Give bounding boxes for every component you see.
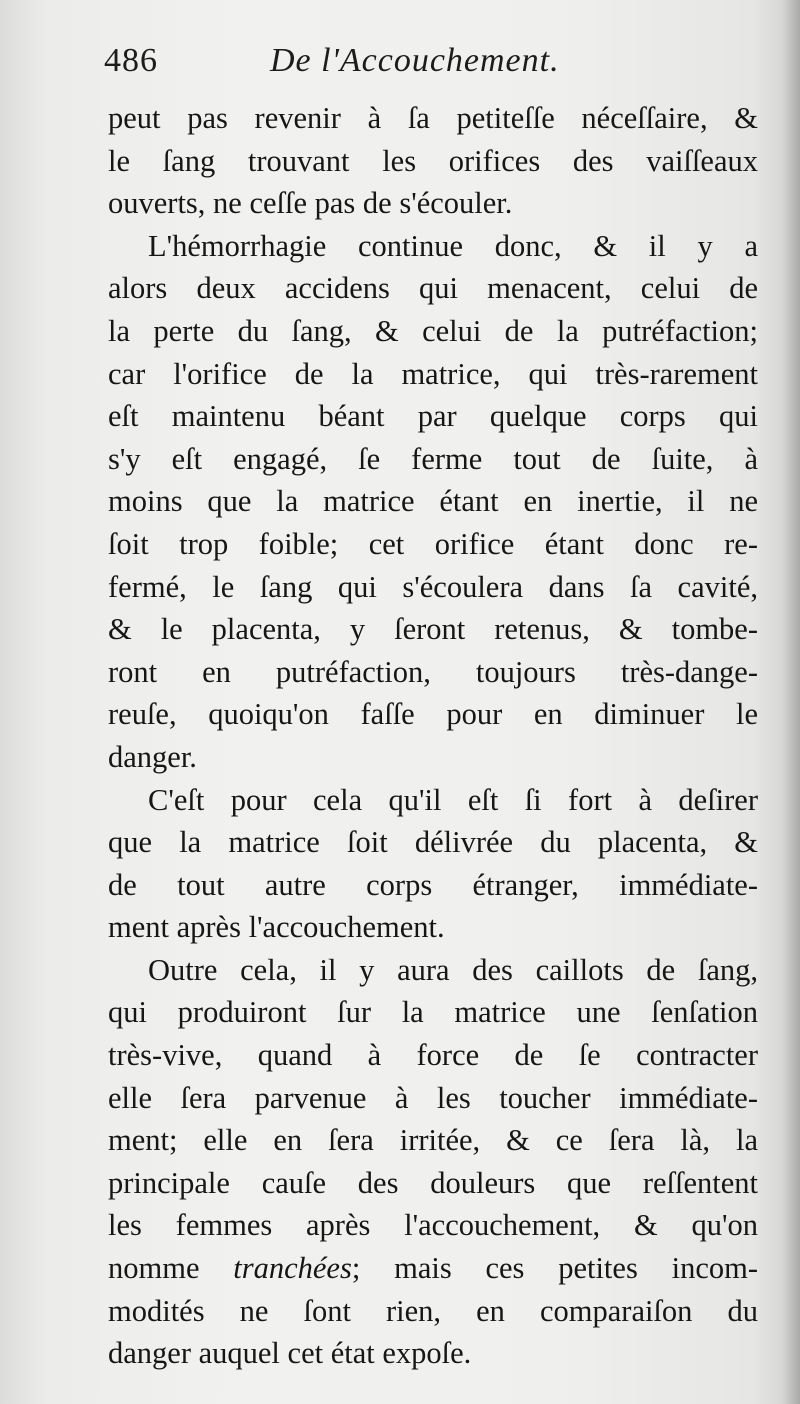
text-line: la perte du ſang, & celui de la putréfaction;: [108, 313, 758, 348]
text-line: moins que la matrice étant en inertie, il ne: [108, 484, 758, 519]
text-segment: ; mais ces petites incom-: [351, 1251, 758, 1286]
text-line: C'eſt pour cela qu'il eſt ſi fort à deſirer: [148, 782, 758, 817]
text-line: & le placenta, y ſeront retenus, & tombe-: [108, 612, 758, 647]
text-line: s'y eſt engagé, ſe ferme tout de ſuite, à: [108, 441, 758, 476]
text-line: danger.: [108, 739, 197, 774]
text-line: que la matrice ſoit délivrée du placenta, &: [108, 825, 758, 860]
text-line: très-vive, quand à force de ſe contracter: [108, 1038, 758, 1073]
text-line: elle ſera parvenue à les toucher immédiate-: [108, 1080, 758, 1115]
text-line: qui produiront ſur la matrice une ſenſation: [108, 995, 758, 1030]
text-line: alors deux accidens qui menacent, celui de: [108, 271, 758, 306]
text-line: L'hémorrhagie continue donc, & il y a: [148, 228, 758, 263]
text-line: [108, 1247, 758, 1290]
text-line: car l'orifice de la matrice, qui très-rarement: [108, 356, 758, 391]
text-line: le ſang trouvant les orifices des vaiſſeaux: [108, 143, 758, 178]
text-line: ment après l'accouchement.: [108, 910, 445, 945]
italic-term: tranchées: [233, 1251, 352, 1286]
text-line: modités ne ſont rien, en comparaiſon du: [108, 1293, 758, 1328]
page-edge-shadow: [782, 0, 800, 1404]
text-line: ront en putréfaction, toujours très-dange-: [108, 654, 758, 689]
page-header: [100, 42, 760, 88]
page-number: 486: [104, 42, 158, 79]
text-line: Outre cela, il y aura des caillots de ſang,: [148, 952, 758, 987]
text-line: les femmes après l'accouchement, & qu'on: [108, 1208, 758, 1243]
text-line: ment; elle en ſera irritée, & ce ſera là, la: [108, 1123, 758, 1158]
text-line: eſt maintenu béant par quelque corps qui: [108, 399, 758, 434]
text-line: reuſe, quoiqu'on faſſe pour en diminuer le: [108, 697, 758, 732]
text-line: principale cauſe des douleurs que reſſentent: [108, 1165, 758, 1200]
text-segment: nomme: [108, 1251, 234, 1286]
body-text: [108, 97, 758, 1375]
text-line: de tout autre corps étranger, immédiate-: [108, 867, 758, 902]
running-title: De l'Accouchement.: [270, 42, 560, 79]
text-line: danger auquel cet état expoſe.: [108, 1336, 472, 1371]
text-line: peut pas revenir à ſa petiteſſe néceſſaire, &: [108, 101, 758, 135]
text-line: ouverts, ne ceſſe pas de s'écouler.: [108, 186, 513, 221]
text-line: fermé, le ſang qui s'écoulera dans ſa cavité,: [108, 569, 758, 604]
text-line: ſoit trop foible; cet orifice étant donc re-: [108, 526, 758, 561]
